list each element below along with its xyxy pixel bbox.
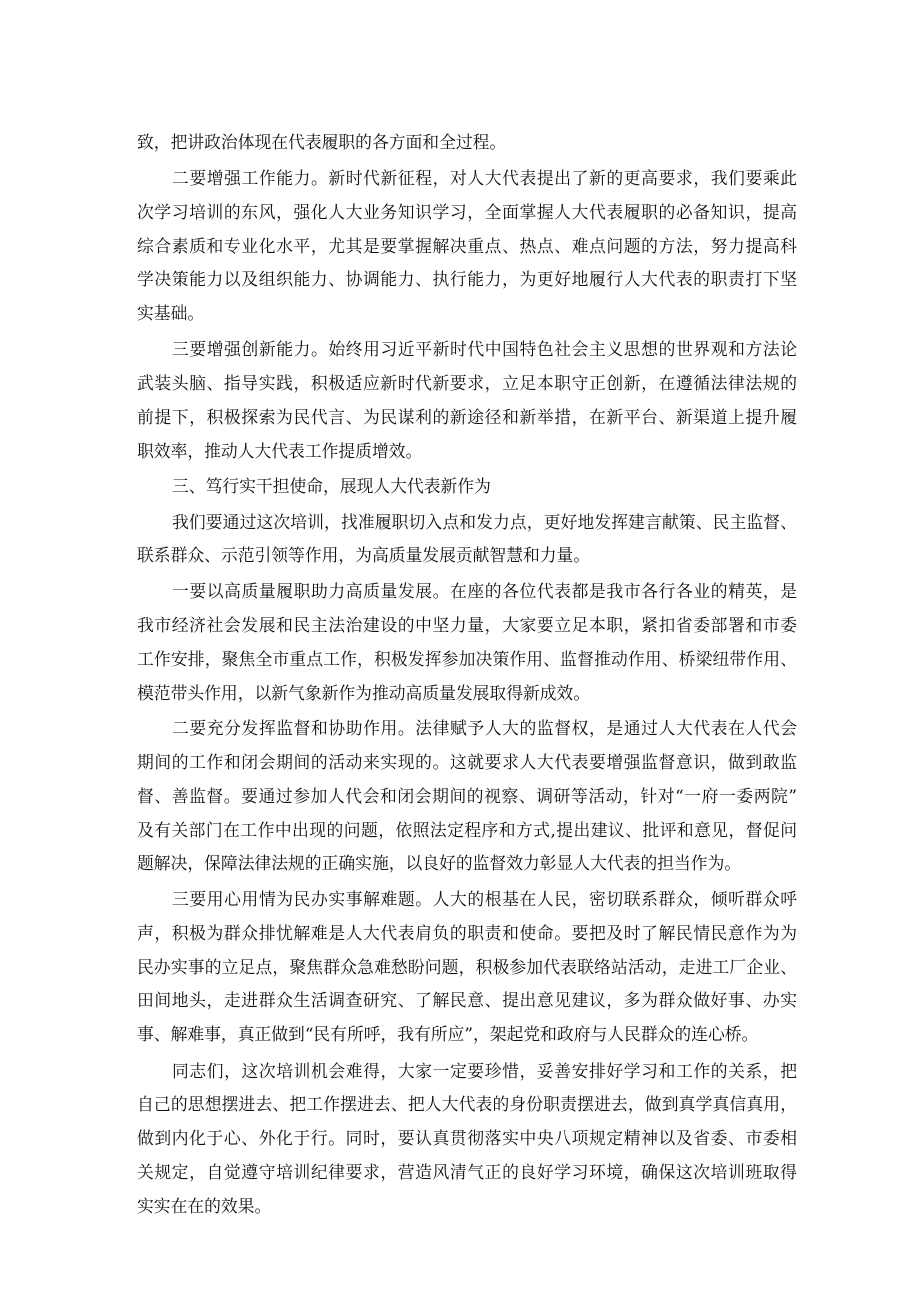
text-line: 自己的思想摆进去、把工作摆进去、把人大代表的身份职责摆进去，做到真学真信真用， xyxy=(137,1094,797,1114)
text-line: 关规定，自觉遵守培训纪律要求，营造风清气正的良好学习环境，确保这次培训班取得 xyxy=(137,1162,797,1182)
text-line: 联系群众、示范引领等作用，为高质量发展贡献智慧和力量。 xyxy=(137,545,591,565)
text-line: 田间地头，走进群众生活调查研究、了解民意、提出意见建议，多为群众做好事、办实 xyxy=(137,990,797,1010)
text-line: 民办实事的立足点，聚焦群众急难愁盼问题，积极参加代表联络站活动，走进工厂企业、 xyxy=(137,957,797,977)
text-line: 及有关部门在工作中出现的问题，依照法定程序和方式,提出建议、批评和意见，督促问 xyxy=(137,820,797,840)
text-line: 职效率，推动人大代表工作提质增效。 xyxy=(137,441,423,461)
text-line: 题解决，保障法律法规的正确实施，以良好的监督效力彰显人大代表的担当作为。 xyxy=(137,853,742,873)
text-line: 次学习培训的东风，强化人大业务知识学习，全面掌握人大代表履职的必备知识，提高 xyxy=(137,202,797,222)
text-line: 我市经济社会发展和民主法治建设的中坚力量，大家要立足本职，紧扣省委部署和市委 xyxy=(137,615,797,635)
text-line: 模范带头作用，以新气象新作为推动高质量发展取得新成效。 xyxy=(137,683,591,703)
text-line: 做到内化于心、外化于行。同时，要认真贯彻落实中央八项规定精神以及省委、市委相 xyxy=(137,1128,797,1148)
text-line: 实实在在的效果。 xyxy=(137,1196,272,1216)
text-line: 致，把讲政治体现在代表履职的各方面和全过程。 xyxy=(137,132,507,152)
text-line: 综合素质和专业化水平，尤其是要掌握解决重点、热点、难点问题的方法，努力提高科 xyxy=(137,236,797,256)
text-line: 二要增强工作能力。新时代新征程，对人大代表提出了新的更高要求，我们要乘此 xyxy=(172,168,797,188)
text-line: 同志们，这次培训机会难得，大家一定要珍惜，妥善安排好学习和工作的关系，把 xyxy=(172,1061,797,1081)
text-line: 工作安排，聚焦全市重点工作，积极发挥参加决策作用、监督推动作用、桥梁纽带作用、 xyxy=(137,649,797,669)
text-line: 武装头脑、指导实践，积极适应新时代新要求，立足本职守正创新，在遵循法律法规的 xyxy=(137,373,797,393)
text-line: 三要增强创新能力。始终用习近平新时代中国特色社会主义思想的世界观和方法论 xyxy=(172,339,797,359)
section-heading: 三、笃行实干担使命，展现人大代表新作为 xyxy=(172,476,491,496)
text-line: 学决策能力以及组织能力、协调能力、执行能力，为更好地履行人大代表的职责打下坚 xyxy=(137,269,797,289)
text-line: 前提下，积极探索为民代言、为民谋利的新途径和新举措，在新平台、新渠道上提升履 xyxy=(137,407,797,427)
text-line: 声，积极为群众排忧解难是人大代表肩负的职责和使命。要把及时了解民情民意作为为 xyxy=(137,923,797,943)
text-line: 二要充分发挥监督和协助作用。法律赋予人大的监督权，是通过人大代表在人代会 xyxy=(172,718,797,738)
text-line: 一要以高质量履职助力高质量发展。在座的各位代表都是我市各行各业的精英，是 xyxy=(172,581,797,601)
text-line: 期间的工作和闭会期间的活动来实现的。这就要求人大代表要增强监督意识，做到敢监 xyxy=(137,752,797,772)
text-line: 我们要通过这次培训，找准履职切入点和发力点，更好地发挥建言献策、民主监督、 xyxy=(172,512,797,532)
text-line: 实基础。 xyxy=(137,303,205,323)
text-line: 督、善监督。要通过参加人代会和闭会期间的视察、调研等活动，针对“一府一委两院” xyxy=(137,786,797,806)
text-line: 事、解难事，真正做到“民有所呼，我有所应”，架起党和政府与人民群众的连心桥。 xyxy=(137,1024,759,1044)
text-line: 三要用心用情为民办实事解难题。人大的根基在人民，密切联系群众，倾听群众呼 xyxy=(172,889,797,909)
